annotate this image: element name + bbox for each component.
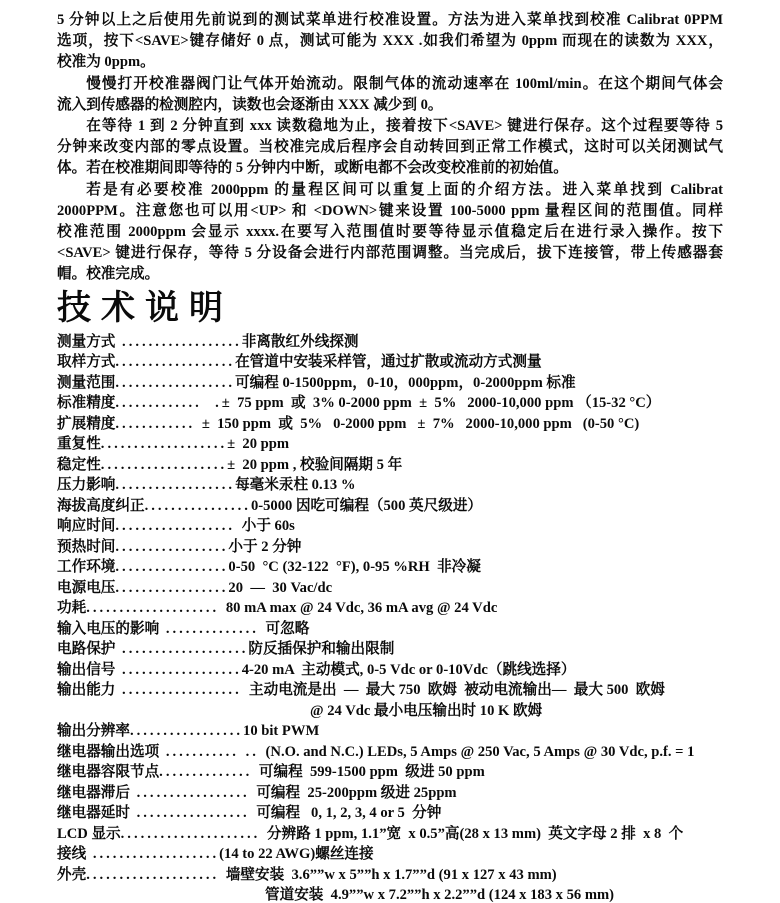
spec-label: 继电器容限节点 <box>57 764 160 781</box>
spec-label: 工作环境 <box>57 559 116 576</box>
spec-row <box>57 619 723 640</box>
spec-label: 继电器滞后 <box>57 784 130 801</box>
spec-value: (14 to 22 AWG)螺丝连接 <box>219 846 374 863</box>
spec-label: 继电器输出选项 <box>57 743 160 760</box>
spec-leader-dots: ................... <box>115 641 249 658</box>
spec-value: 主动电流是出 — 最大 750 欧姆 被动电流输出— 最大 500 欧姆 <box>241 682 665 699</box>
spec-label: 输出能力 <box>57 682 116 699</box>
spec-row <box>57 373 723 394</box>
paragraph-line: 流入到传感器的检测腔内，读数也会逐渐由 XXX 减少到 0。 <box>57 96 443 113</box>
spec-label: 继电器延时 <box>57 805 130 822</box>
spec-value: ± 75 ppm 或 3% 0-2000 ppm ± 5% 2000-10,000 ppm （15-32 °C） <box>221 395 661 412</box>
spec-value: 可编程 25-200ppm 级进 25ppm <box>256 784 457 801</box>
spec-value: 20 — 30 Vac/dc <box>228 579 333 596</box>
spec-value: ± 20 ppm <box>227 436 290 453</box>
spec-leader-dots: .................. <box>115 518 242 535</box>
spec-label: 接线 <box>57 846 87 863</box>
spec-label: 输入电压的影响 <box>57 620 160 637</box>
spec-value: (N.O. and N.C.) LEDs, 5 Amps @ 250 Vac, 5 Amps @ 30 Vdc, p.f. = 1 <box>265 743 695 760</box>
spec-label: 稳定性 <box>57 456 101 473</box>
spec-row <box>57 332 723 353</box>
spec-value: 小于 60s <box>241 518 295 535</box>
paragraph <box>57 10 723 74</box>
spec-value: 80 mA max @ 24 Vdc, 36 mA avg @ 24 Vdc <box>225 600 498 617</box>
spec-value: ± 150 ppm 或 5% 0-2000 ppm ± 7% 2000-10,000 ppm (0-50 °C) <box>201 415 640 432</box>
spec-row <box>57 455 723 476</box>
spec-label: 外壳 <box>57 866 87 883</box>
paragraph <box>57 180 723 286</box>
spec-leader-dots: .................... <box>86 866 226 883</box>
spec-row <box>57 865 723 886</box>
spec-leader-dots: .............. <box>159 620 266 637</box>
paragraph-line: 慢慢打开校准器阀门让气体开始流动。限制气体的流动速率在 100ml/min。在这个期间气体会 <box>86 75 723 92</box>
spec-label: 功耗 <box>57 600 87 617</box>
spec-value: 墙壁安装 3.6””w x 5””h x 1.7””d (91 x 127 x 43 mm) <box>225 866 557 883</box>
spec-row <box>57 844 723 865</box>
spec-leader-dots: ............ <box>115 415 202 432</box>
spec-leader-dots: ..................... <box>120 825 267 842</box>
spec-label: 输出信号 <box>57 661 116 678</box>
paragraph-line: <SAVE> 键进行保存，等待 5 分设备会进行内部范围调整。当完成后，拔下连接管，带上传感器套 <box>57 245 723 262</box>
spec-row <box>57 783 723 804</box>
spec-leader-dots: ................. <box>115 579 229 596</box>
spec-row <box>57 475 723 496</box>
spec-leader-dots: .................. <box>115 682 242 699</box>
spec-row <box>57 496 723 517</box>
spec-value: 4-20 mA 主动模式, 0-5 Vdc or 0-10Vdc（跳线选择） <box>241 661 576 678</box>
spec-leader-dots: ................... <box>100 436 228 453</box>
spec-value: 0-50 °C (32-122 °F), 0-95 %RH 非冷凝 <box>228 559 481 576</box>
spec-value: 在管道中安装采样管，通过扩散或流动方式测量 <box>235 354 542 371</box>
paragraph-line: 校准为 0ppm。 <box>57 54 155 71</box>
section-heading: 技术说明 <box>57 289 233 327</box>
spec-label: LCD 显示 <box>57 825 121 842</box>
spec-row <box>57 352 723 373</box>
spec-label: 压力影响 <box>57 477 116 494</box>
spec-leader-dots: ................... <box>100 456 228 473</box>
paragraph-line: 帽。校准完成。 <box>57 266 160 283</box>
spec-list <box>57 332 723 903</box>
spec-row <box>57 742 723 763</box>
spec-leader-dots: ................... <box>86 846 220 863</box>
paragraph-line: 体。若在校准期间即等待的 5 分钟内中断，或断电都不会改变校准前的初始值。 <box>57 160 568 177</box>
paragraph-line: 分钟来改变内部的零点设置。当校准完成后程序会自动转回到正常工作模式，这时可以关闭测试气 <box>57 139 723 156</box>
spec-label: 输出分辨率 <box>57 723 130 740</box>
spec-leader-dots: .................... <box>86 600 226 617</box>
spec-leader-dots: ................. <box>129 805 257 822</box>
spec-value: 10 bit PWM <box>243 723 320 740</box>
spec-label: 响应时间 <box>57 518 116 535</box>
spec-label: 预热时间 <box>57 538 116 555</box>
spec-value: 分辨路 1 ppm, 1.1”宽 x 0.5”高(28 x 13 mm) 英文字母 2 排 x 8 个 <box>266 825 684 842</box>
spec-row <box>57 414 723 435</box>
spec-row <box>57 578 723 599</box>
spec-row <box>57 434 723 455</box>
spec-row <box>57 803 723 824</box>
paragraph <box>57 74 723 116</box>
spec-leader-dots: .................. <box>115 333 242 350</box>
spec-label: 测量范围 <box>57 374 116 391</box>
spec-value: 可编程 0, 1, 2, 3, 4 or 5 分钟 <box>256 805 442 822</box>
spec-row <box>57 537 723 558</box>
paragraph-line: 选项，按下<SAVE>键存储好 0 点，测试可能为 XXX .如我们希望为 0ppm 而现在的读数为 XXX， <box>57 33 723 50</box>
spec-label: 电源电压 <box>57 579 116 596</box>
spec-row <box>57 557 723 578</box>
spec-leader-dots: ................. <box>115 559 229 576</box>
spec-row <box>57 598 723 619</box>
paragraph-line: 2000PPM。注意您也可以用<UP> 和 <DOWN>键来设置 100-5000 ppm 量程区间的范围值。同样 <box>57 202 723 219</box>
spec-value: 可编程 0-1500ppm，0-10，000ppm，0-2000ppm 标准 <box>235 374 576 391</box>
spec-value: 防反插保护和输出限制 <box>248 641 395 658</box>
spec-row <box>57 516 723 537</box>
spec-leader-dots: ................. <box>129 784 257 801</box>
spec-label: 电路保护 <box>57 641 116 658</box>
spec-leader-dots: .................. <box>115 374 236 391</box>
spec-value: 可编程 599-1500 ppm 级进 50 ppm <box>258 764 485 781</box>
spec-continuation-line: 管道安装 4.9””w x 7.2””h x 2.2””d (124 x 183 x 56 mm) <box>265 887 615 903</box>
spec-label: 标准精度 <box>57 395 116 412</box>
spec-value: 可忽略 <box>265 620 310 637</box>
spec-value: 小于 2 分钟 <box>228 538 302 555</box>
spec-row <box>57 721 723 742</box>
spec-value: 非离散红外线探测 <box>241 333 359 350</box>
spec-leader-dots: ................. <box>115 538 229 555</box>
spec-row <box>57 639 723 660</box>
spec-row <box>57 393 723 414</box>
spec-leader-dots: ........... .. <box>159 743 266 760</box>
spec-leader-dots: ............. . <box>115 395 222 412</box>
spec-label: 取样方式 <box>57 354 116 371</box>
spec-label: 重复性 <box>57 436 101 453</box>
spec-value: 0-5000 因吃可编程（500 英尺级进） <box>250 497 483 514</box>
spec-label: 测量方式 <box>57 333 116 350</box>
body-paragraphs <box>57 10 723 286</box>
paragraph-line: 校准范围 2000ppm 会显示 xxxx.在要写入范围值时要等待显示值稳定后在进行录入操作。按下 <box>57 224 723 241</box>
spec-row <box>57 824 723 845</box>
spec-leader-dots: .............. <box>159 764 259 781</box>
spec-leader-dots: .................. <box>115 661 242 678</box>
spec-leader-dots: .................. <box>115 354 236 371</box>
spec-label: 扩展精度 <box>57 415 116 432</box>
spec-label: 海拔高度纠正 <box>57 497 145 514</box>
spec-row <box>57 660 723 681</box>
paragraph-line: 5 分钟以上之后使用先前说到的测试菜单进行校准设置。方法为进入菜单找到校准 Calibrat 0PPM <box>57 12 723 28</box>
spec-row <box>57 762 723 783</box>
paragraph-line: 在等待 1 到 2 分钟直到 xxx 读数稳地为止，接着按下<SAVE> 键进行保存。这个过程要等待 5 <box>86 118 723 135</box>
spec-continuation-line: @ 24 Vdc 最小电压输出时 10 K 欧姆 <box>310 702 543 719</box>
spec-row <box>57 680 723 701</box>
spec-leader-dots: ................ <box>144 497 251 514</box>
paragraph <box>57 116 723 180</box>
spec-value: 每毫米汞柱 0.13 % <box>235 477 356 494</box>
spec-value: ± 20 ppm , 校验间隔期 5 年 <box>227 456 403 473</box>
spec-leader-dots: ................. <box>129 723 244 740</box>
spec-leader-dots: .................. <box>115 477 236 494</box>
paragraph-line: 若是有必要校准 2000ppm 的量程区间可以重复上面的介绍方法。进入菜单找到 Calibrat <box>86 181 723 198</box>
